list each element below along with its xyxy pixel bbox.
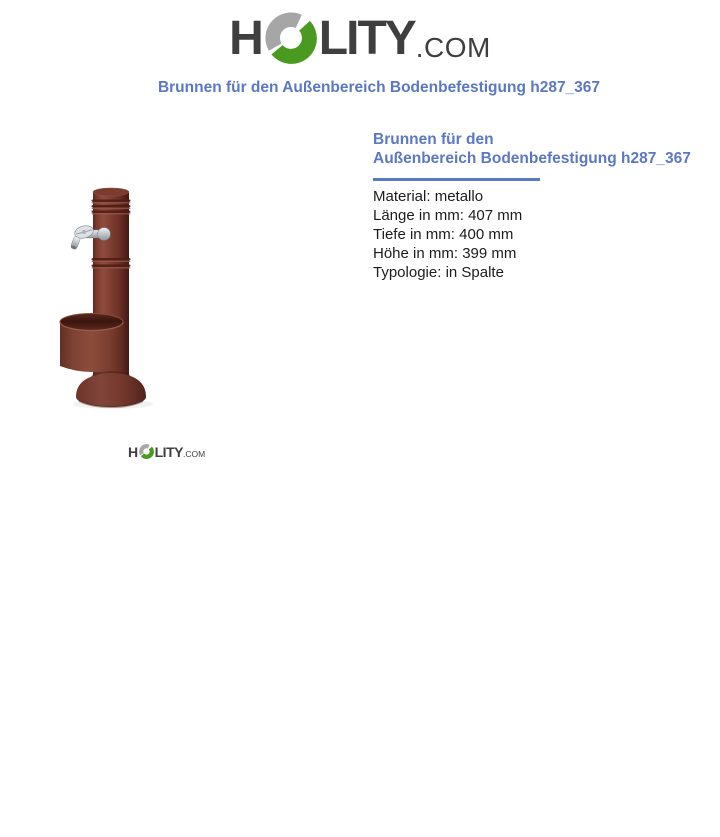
product-heading-line1: Brunnen für den [373,131,494,148]
spec-row [373,263,708,282]
spec-row [373,206,708,225]
spec-label: Tiefe in mm [373,226,451,243]
spec-row [373,187,708,206]
spec-separator: : [459,207,469,224]
spec-separator: : [450,226,460,243]
holity-logo[interactable] [0,12,720,63]
spec-value: in Spalte [445,264,504,281]
spec-value: 400 mm [459,226,514,243]
heading-divider [373,178,540,181]
logo-text-h: H [229,12,262,65]
logo-text-tld: .COM [415,32,491,63]
watermark-text-tld: .COM [182,448,206,459]
spec-row [373,225,708,244]
product-details [373,130,708,282]
watermark-swirl-icon [139,444,154,459]
spec-value: 407 mm [468,207,523,224]
product-heading-line2: Außenbereich Bodenbefestigung h287_367 [373,150,691,167]
holity-swirl-icon [265,12,317,64]
watermark-text-lity: LITY [154,443,183,460]
logo-text-lity: LITY [318,12,415,65]
spec-value: 399 mm [462,245,517,262]
watermark-text-h: H [128,443,138,460]
spec-label: Länge in mm [373,207,460,224]
fountain-product-image [55,180,205,410]
spec-separator: : [426,188,435,205]
product-photo [55,180,205,410]
spec-list [373,187,708,282]
spec-value: metallo [434,188,484,205]
spec-label: Material [373,188,427,205]
page-title: Brunnen für den Außenbereich Bodenbefestigung h287_367 [157,79,601,96]
spec-label: Höhe in mm [373,245,454,262]
watermark-logo [128,444,205,459]
product-heading [373,130,708,168]
spec-row [373,244,708,263]
spec-separator: : [453,245,463,262]
spec-separator: : [437,264,446,281]
spec-label: Typologie [373,264,438,281]
